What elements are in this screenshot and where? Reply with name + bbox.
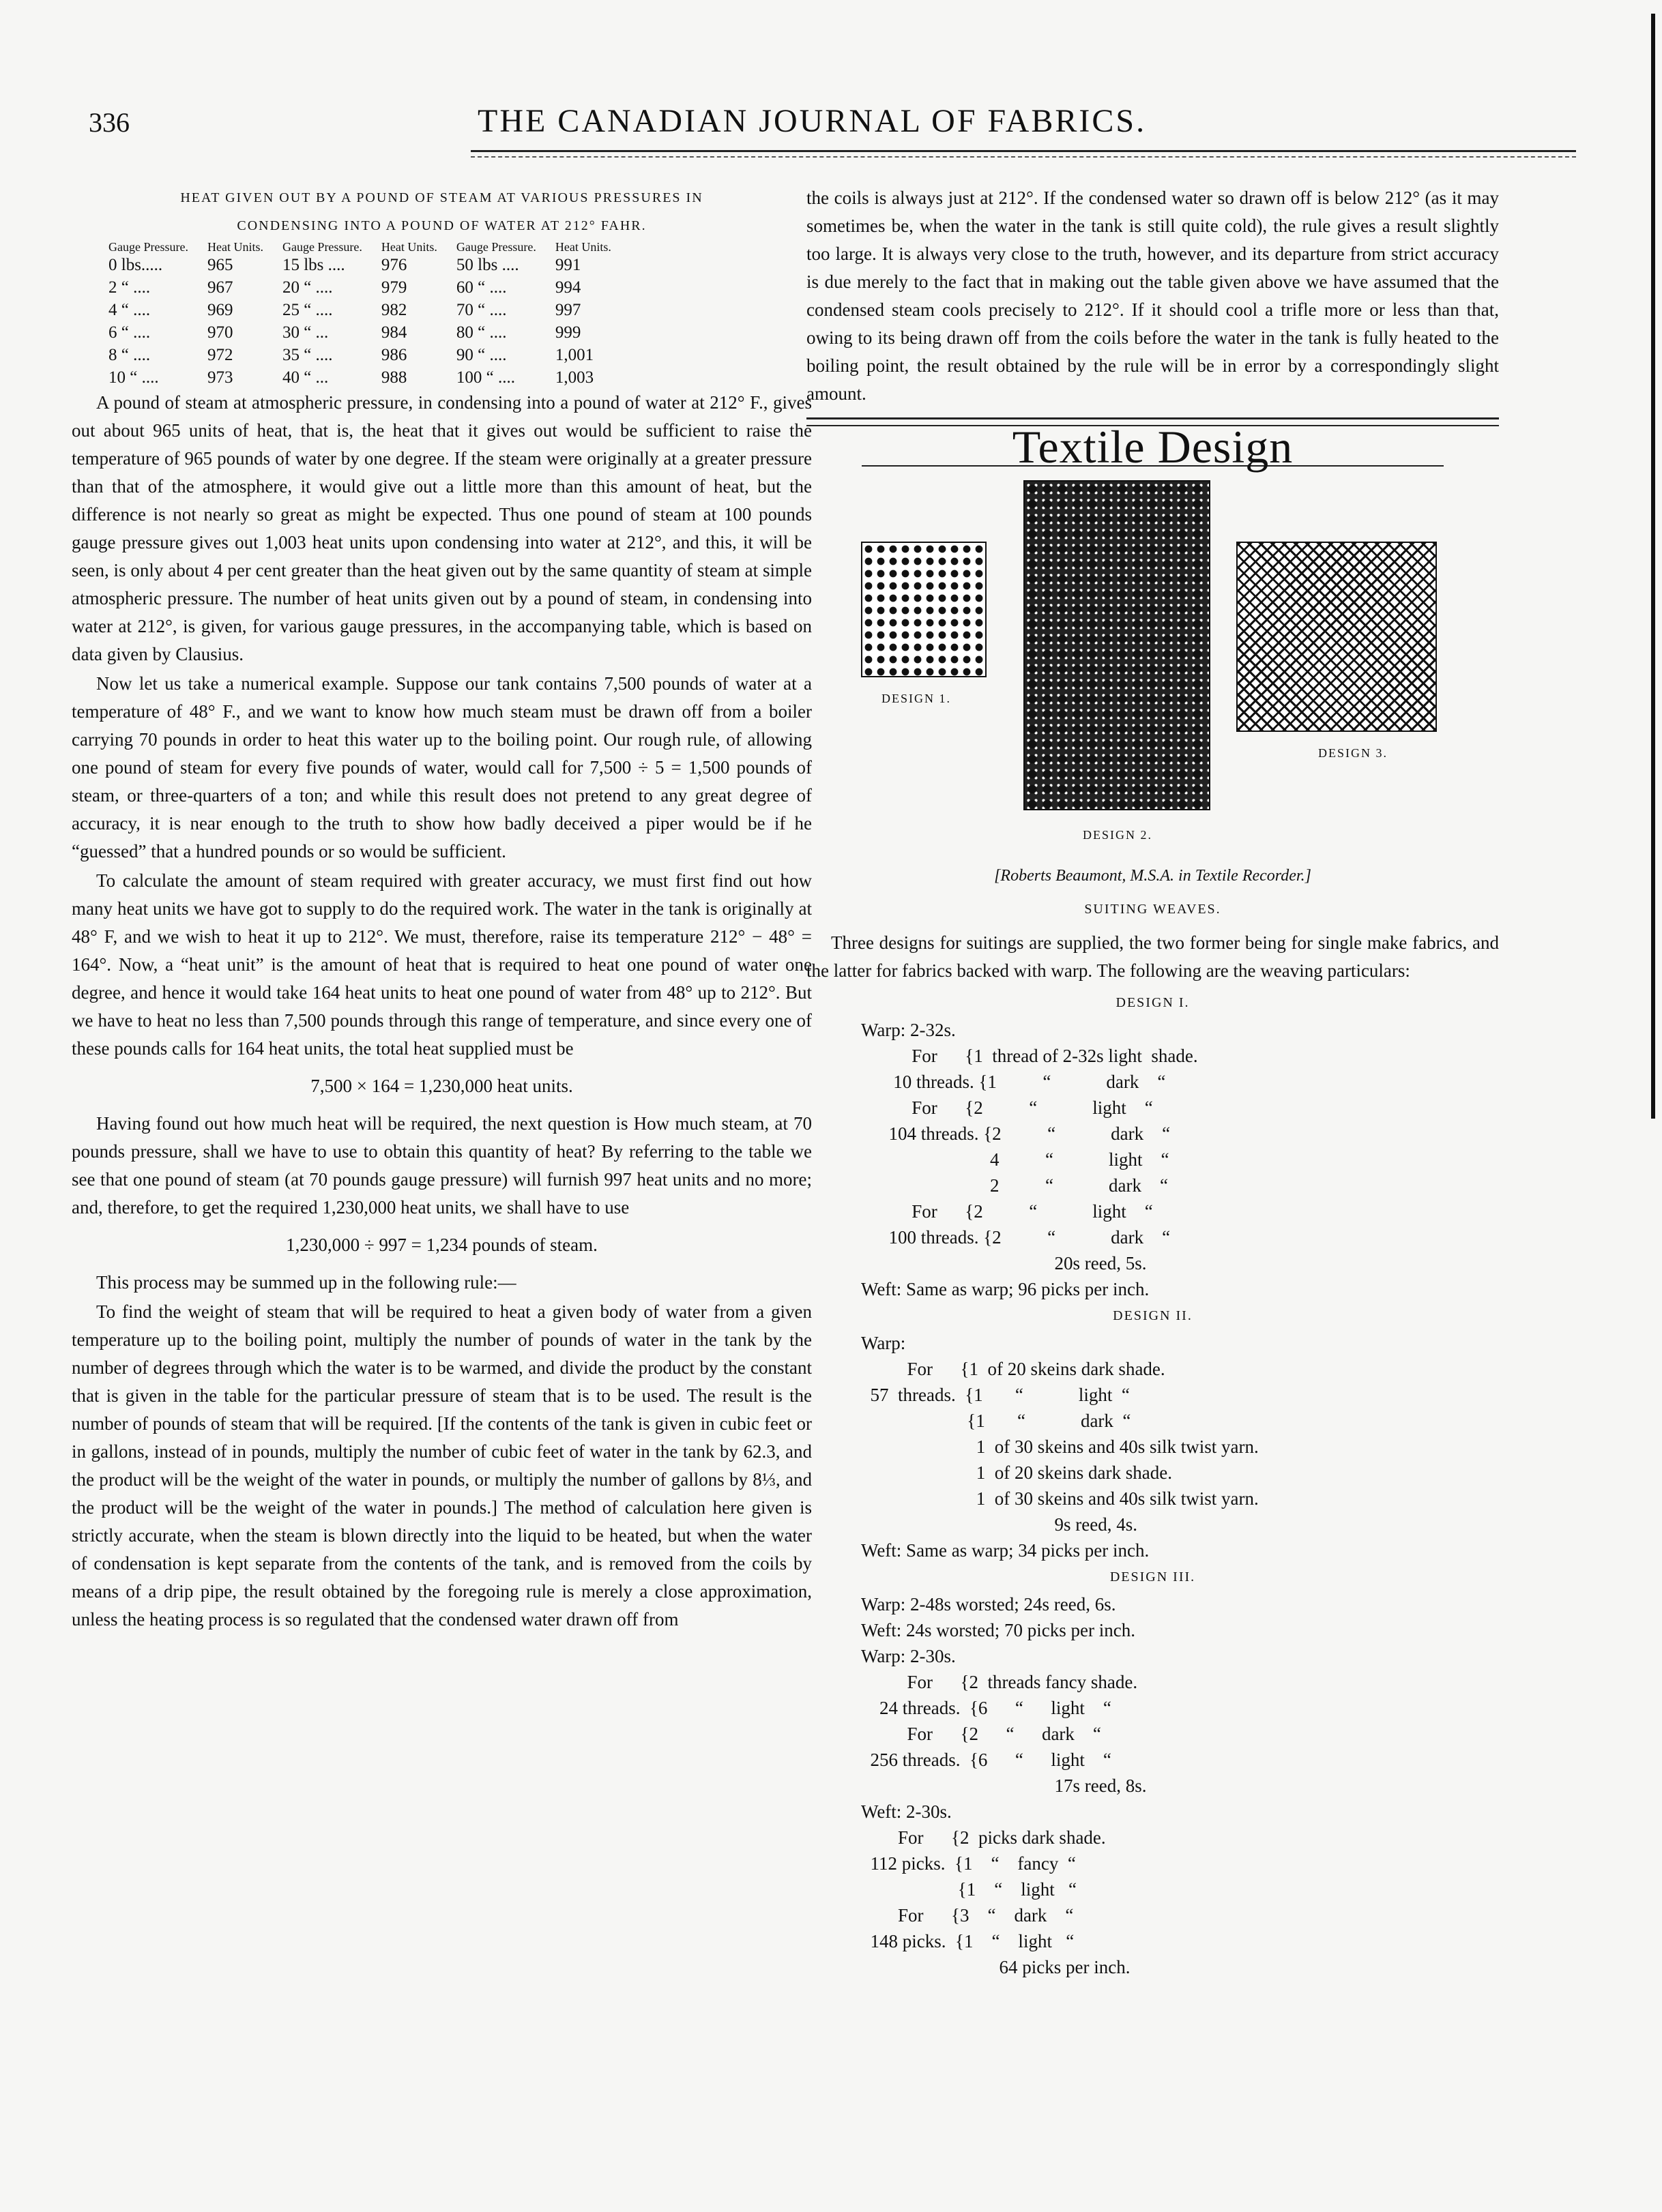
table-cell: 15 lbs .... bbox=[282, 256, 345, 274]
table-cell: 80 “ .... bbox=[456, 323, 507, 342]
paragraph: Having found out how much heat will be required, the next question is How much steam, at 70 pounds pressure, shall we have to use to obtain this quantity of heat? By referring to the table we see that one pound of steam (at 70 pounds gauge pressure) will furnish 997 heat units and no more; and, therefore, to get the required 1,230,000 heat units, we shall have to use bbox=[72, 1113, 812, 1218]
table-cell: 25 “ .... bbox=[282, 301, 333, 319]
table-row bbox=[99, 344, 621, 366]
paragraph: Three designs for suitings are supplied, the two former being for single make fabrics, and the latter for fabrics backed with warp. The following are the weaving particulars: bbox=[806, 932, 1499, 981]
table-cell: 30 “ ... bbox=[282, 323, 329, 342]
table-header: Heat Units. bbox=[555, 240, 611, 254]
design-illustrations bbox=[806, 480, 1499, 862]
table-header: Heat Units. bbox=[207, 240, 263, 254]
design-3-specification: Warp: 2-48s worsted; 24s reed, 6s. Weft: 24s worsted; 70 picks per inch. Warp: 2-30s. For {2 threads fancy shade. 24 threads. {6 “ light “ For {2 “ dark “ 256 threads. {6 “ light “ 17s reed, 8s. Weft: 2-30s. For {2 picks dark shade. 112 picks. {1 “ fancy “ {1 “ light “ For {3 “ dark “ 148 picks. {1 “ light “ 64 picks per inch. bbox=[861, 1594, 1147, 1977]
paragraph: To calculate the amount of steam required with greater accuracy, we must first find out how many heat units we have got to supply to do the required work. The water in the tank is originally at 48° F, and we wish to heat it up to 212°. We must, therefore, raise its temperature 212° − 48° = 164°. Now, a “heat unit” is the amount of heat that is required to heat one pound of water one degree, and hence it would take 164 heat units to heat one pound of water from 48° up to 212°. But we have to heat no less than 7,500 pounds through this range of temperature, and since every one of these pounds calls for 164 heat units, the total heat supplied must be bbox=[72, 870, 812, 1059]
table-cell: 90 “ .... bbox=[456, 346, 507, 364]
table-cell: 973 bbox=[207, 368, 233, 387]
design-1-swatch bbox=[861, 542, 987, 677]
section-title: Textile Design bbox=[1012, 421, 1294, 473]
table-cell: 50 lbs .... bbox=[456, 256, 519, 274]
table-cell: 997 bbox=[555, 301, 581, 319]
table-cell: 10 “ .... bbox=[108, 368, 159, 387]
table-cell: 994 bbox=[555, 278, 581, 297]
design-1-label: DESIGN 1. bbox=[881, 692, 951, 705]
design-1-specification: Warp: 2-32s. For {1 thread of 2-32s light shade. 10 threads. {1 “ dark “ For {2 “ light “ 104 threads. {2 “ dark “ 4 “ light “ 2 “ dark “ For {2 “ light “ 100 threads. {2 “ dark “ 20s reed, 5s. Weft: Same as warp; 96 picks per inch. bbox=[861, 1020, 1198, 1299]
header-rule bbox=[471, 150, 1576, 158]
steam-heat-table bbox=[99, 240, 621, 389]
table-cell: 991 bbox=[555, 256, 581, 274]
table-cell: 984 bbox=[381, 323, 407, 342]
table-cell: 0 lbs..... bbox=[108, 256, 163, 274]
table-cell: 100 “ .... bbox=[456, 368, 516, 387]
paragraph: A pound of steam at atmospheric pressure, in condensing into a pound of water at 212° F., gives out about 965 units of heat, that is, the heat that it gives out would be sufficient to raise the temperature of 965 pounds of water by one degree. If the steam were originally at a greater pressure than that of the atmosphere, it would give out a little more than this amount of heat, but the difference is not nearly so great as might be expected. Thus one pound of steam at 100 pounds gauge pressure gives out 1,003 heat units upon condensing into water at 212°, and this, it will be seen, is only about 4 per cent greater than the heat given out by the same quantity of steam at simple atmospheric pressure. The number of heat units given out by a pound of steam, in condensing into water at 212°, is given, for various gauge pressures, in the accompanying table, which is based on data given by Clausius. bbox=[72, 392, 812, 664]
table-caption-line-2: CONDENSING INTO A POUND OF WATER AT 212° FAHR. bbox=[237, 218, 647, 233]
paragraph: the coils is always just at 212°. If the condensed water so drawn off is below 212° (as it may sometimes be, when the water in the tank is still quite cold), the rule gives a result slightly too large. It is always very close to the truth, however, and its departure from strict accuracy is due merely to the fact that in making out the table given above we have assumed that the condensed steam cools precisely to 212°. If it should cool a trifle more or less than that, owing to its being drawn off from the coils before the water in the tank is fully heated to the boiling point, the result obtained by the rule will be in error by a correspondingly slight amount. bbox=[806, 188, 1499, 404]
design-3-heading: DESIGN III. bbox=[1109, 1569, 1196, 1584]
equation: 7,500 × 164 = 1,230,000 heat units. bbox=[310, 1076, 573, 1096]
table-cell: 999 bbox=[555, 323, 581, 342]
paragraph: This process may be summed up in the following rule:— bbox=[96, 1272, 516, 1293]
design-3-swatch bbox=[1236, 542, 1437, 732]
table-header: Gauge Pressure. bbox=[282, 240, 362, 254]
table-cell: 6 “ .... bbox=[108, 323, 151, 342]
design-2-specification: Warp: For {1 of 20 skeins dark shade. 57 threads. {1 “ light “ {1 “ dark “ 1 of 30 skeins and 40s silk twist yarn. 1 of 20 skeins dark shade. 1 of 30 skeins and 40s silk twist yarn. 9s reed, 4s. Weft: Same as warp; 34 picks per inch. bbox=[861, 1333, 1259, 1561]
paragraph: Now let us take a numerical example. Suppose our tank contains 7,500 pounds of water at a temperature of 48° F., and we want to know how much steam must be drawn off from a boiler carrying 70 pounds in order to heat this water up to the boiling point. Our rough rule, of allowing one pound of steam for every five pounds of water, would call for 7,500 ÷ 5 = 1,500 pounds of steam, or three-quarters of a ton; and while this result does not pretend to any great degree of accuracy, it is near enough to the truth to show how badly deceived a piper would be if he “guessed” that a hundred pounds or so would be sufficient. bbox=[72, 673, 812, 861]
table-cell: 986 bbox=[381, 346, 407, 364]
table-header: Gauge Pressure. bbox=[108, 240, 188, 254]
table-cell: 1,001 bbox=[555, 346, 594, 364]
table-cell: 979 bbox=[381, 278, 407, 297]
table-row bbox=[99, 366, 621, 389]
table-cell: 969 bbox=[207, 301, 233, 319]
table-cell: 40 “ ... bbox=[282, 368, 329, 387]
table-cell: 967 bbox=[207, 278, 233, 297]
table-row bbox=[99, 299, 621, 321]
table-row bbox=[99, 321, 621, 344]
table-cell: 70 “ .... bbox=[456, 301, 507, 319]
table-cell: 965 bbox=[207, 256, 233, 274]
subheading: SUITING WEAVES. bbox=[1084, 902, 1221, 917]
table-header: Gauge Pressure. bbox=[456, 240, 536, 254]
table-cell: 60 “ .... bbox=[456, 278, 507, 297]
credit-line: [Roberts Beaumont, M.S.A. in Textile Recorder.] bbox=[994, 867, 1311, 885]
journal-title: THE CANADIAN JOURNAL OF FABRICS. bbox=[478, 103, 1147, 139]
table-header-row bbox=[99, 240, 621, 254]
table-cell: 2 “ .... bbox=[108, 278, 151, 297]
table-caption-line-1: HEAT GIVEN OUT BY A POUND OF STEAM AT VARIOUS PRESSURES IN bbox=[180, 190, 703, 205]
design-2-swatch bbox=[1023, 480, 1210, 810]
table-cell: 976 bbox=[381, 256, 407, 274]
page-number: 336 bbox=[89, 107, 130, 138]
design-2-label: DESIGN 2. bbox=[1083, 828, 1152, 842]
table-cell: 8 “ .... bbox=[108, 346, 151, 364]
table-row bbox=[99, 276, 621, 299]
table-cell: 1,003 bbox=[555, 368, 594, 387]
table-header: Heat Units. bbox=[381, 240, 437, 254]
table-cell: 4 “ .... bbox=[108, 301, 151, 319]
page-header bbox=[89, 102, 1521, 177]
table-cell: 970 bbox=[207, 323, 233, 342]
table-cell: 988 bbox=[381, 368, 407, 387]
page-edge-rule bbox=[1651, 14, 1655, 1119]
design-1-heading: DESIGN I. bbox=[1116, 995, 1190, 1010]
left-column bbox=[72, 184, 812, 1635]
table-cell: 20 “ .... bbox=[282, 278, 333, 297]
table-cell: 982 bbox=[381, 301, 407, 319]
design-3-label: DESIGN 3. bbox=[1318, 746, 1388, 760]
equation: 1,230,000 ÷ 997 = 1,234 pounds of steam. bbox=[286, 1235, 598, 1255]
table-cell: 35 “ .... bbox=[282, 346, 333, 364]
table-cell: 972 bbox=[207, 346, 233, 364]
table-row bbox=[99, 254, 621, 276]
paragraph: To find the weight of steam that will be required to heat a given body of water from a given temperature up to the boiling point, multiply the number of pounds of water in the tank by the number of degrees through which the water is to be warmed, and divide the product by the constant that is given in the table for the particular pressure of steam that is to be used. The result is the number of pounds of steam that will be required. [If the contents of the tank is given in cubic feet or in gallons, instead of in pounds, multiply the number of cubic feet of water in the tank by 62.3, and the product will be the weight of the water in pounds, or multiply the number of gallons by 8⅓, and the product will be the weight of the water in pounds.] The method of calculation here given is strictly accurate, when the steam is blown directly into the liquid to be heated, but when the water of condensation is kept separate from the contents of the tank, and is removed from the coils by means of a drip pipe, the result obtained by the foregoing rule is merely a close approximation, unless the heating process is so regulated that the condensed water drawn off from bbox=[72, 1301, 812, 1629]
design-2-heading: DESIGN II. bbox=[1113, 1308, 1193, 1323]
right-column bbox=[806, 184, 1499, 1980]
